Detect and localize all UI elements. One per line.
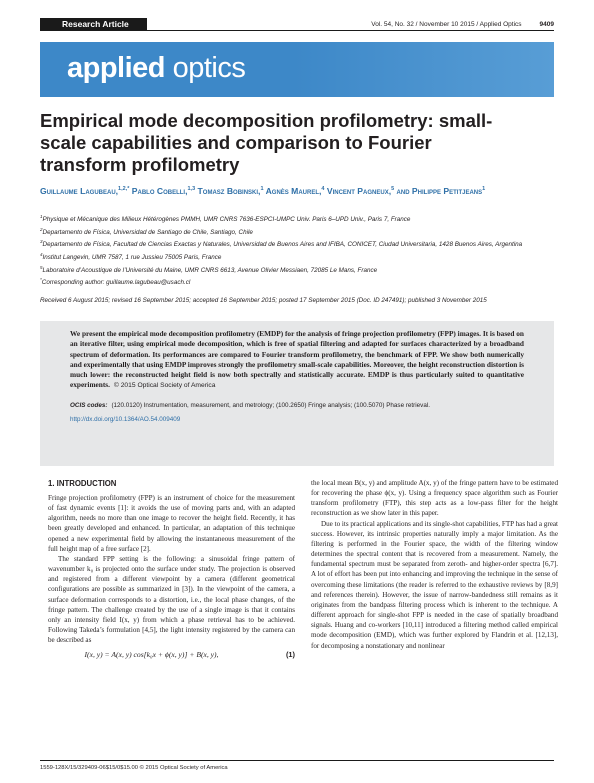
affiliation-list — [40, 212, 554, 288]
author-affiliation-mark: 1,2,* — [118, 186, 130, 192]
author-name: Agnès Maurel, — [265, 185, 322, 196]
body-column-right — [311, 478, 558, 651]
journal-citation: Vol. 54, No. 32 / November 10 2015 / Applied Optics — [371, 21, 522, 28]
abstract-text: We present the empirical mode decomposition profilometry (EMDP) for the analysis of fringe projection profilometry (FPP) images. It is based on an iterative filter, using empirical mode decomposition, which is free of spatial filtering and adapted for surfaces characterized by a broadband spectrum of deformation. Its performances are compared to Fourier transform profilometry, the benchmark of FPP. We show both numerically and experimentally that using EMDP improves strongly the profilometry small-scale capabilities. Moreover, the height reconstruction distortion is much lower: the reconstructed height field is now both spectrally and statistically accurate. EMDP is thus particularly suited to quantitative experiments. — [70, 329, 524, 390]
author-name: Guillaume Lagubeau, — [40, 185, 119, 196]
author-name: Tomasz Bobinski, — [197, 185, 261, 196]
author-affiliation-mark: 1 — [482, 186, 486, 192]
ocis-codes — [70, 401, 524, 411]
author-affiliation-mark: 1,3 — [187, 186, 196, 192]
author-name: Vincent Pagneux, — [326, 185, 392, 196]
equation-body: I(x, y) = A(x, y) cos[k₀x + ϕ(x, y)] + B(x, y), — [84, 650, 219, 660]
page-footer: 1559-128X/15/329409-06$15/0$15.00 © 2015 Optical Society of America — [40, 760, 554, 772]
logo-word-applied: applied — [67, 52, 166, 84]
abstract-box — [40, 321, 554, 466]
abstract — [70, 329, 524, 392]
author-name: Pablo Cobelli, — [131, 185, 188, 196]
page-number: 9409 — [539, 21, 554, 28]
ocis-text: (120.0120) Instrumentation, measurement, and metrology; (100.2650) Fringe analysis; (100.5070) Phase retrieval. — [111, 401, 430, 409]
affiliation-item: $^5$Laboratoire d’Acoustique de l’Université du Maine, UMR CNRS 6613, Avenue Olivier Messiaen, 72085 Le Mans, France — [40, 264, 378, 274]
body-paragraph: Due to its practical applications and its single-shot capabilities, FTP has had a great success. However, its intrinsic properties naturally imply a major limitation. As the filtering is performed in the Fourier space, the width of the filtering window determines the spectral content that is recovered from a measurement. Namely, the fundamental spectrum must be separated from zeroth- and higher-order spectra [6,7]. A lot of effort has been put into enhancing and improving the technique in the sense of overcoming these limitations (the reader is referred to the exhaustive reviews by [8,9] and references therein). However, the issue of narrow-bandedness still remains as it originates from the bandpass filtering process which is inherent to the technique. A different approach for single-shot FPP is needed in the case of spatially broadband signals. Huang and co-workers [10,11] introduced a filtering method called empirical mode decomposition (EMD), which was further explored by Flandrin et al. [12,13], for decomposing a nonstationary and nonlinear — [311, 519, 558, 650]
publication-history: Received 6 August 2015; revised 16 September 2015; accepted 16 September 2015; posted 17 September 2015 (Doc. ID 247491); published 3 November 2015 — [40, 297, 487, 304]
logo-word-optics: optics — [165, 52, 246, 84]
author-affiliation-mark: 1 — [260, 186, 264, 192]
author-list — [40, 183, 554, 197]
affiliation-item: $^1$Physique et Mécanique des Milieux Hétérogènes PMMH, UMR CNRS 7636-ESPCI-UMPC Univ. Paris 6–UPD Univ., Paris 7, France — [40, 214, 411, 224]
running-header — [40, 18, 554, 31]
equation — [48, 647, 295, 662]
section-label: Research Article — [40, 18, 147, 31]
journal-logo-band — [40, 42, 554, 97]
doi-link[interactable]: http://dx.doi.org/10.1364/AO.54.009409 — [70, 416, 181, 424]
journal-logo — [67, 53, 245, 83]
ocis-label: OCIS codes: — [70, 401, 108, 409]
affiliation-item: $^2$Departamento de Física, Universidad de Santiago de Chile, Santiago, Chile — [40, 226, 253, 236]
body-column-left — [48, 478, 295, 662]
affiliation-item: $^4$Institut Langevin, UMR 7587, 1 rue Jussieu 75005 Paris, France — [40, 252, 222, 262]
body-paragraph: the local mean B(x, y) and amplitude A(x, y) of the fringe pattern have to be estimated for recovering the phase ϕ(x, y). Using a frequency space algorithm such as Fourier transform profilometry (FTP), this step acts as a low-pass filter for the height reconstruction as we show later in this paper. — [311, 479, 558, 518]
equation-number: (1) — [285, 650, 295, 660]
article-title: Empirical mode decomposition profilometry: small-scale capabilities and comparison to Fourier transform profilometry — [40, 110, 493, 175]
body-paragraph: The standard FPP setting is the following: a sinusoidal fringe pattern of wavenumber k₀ is projected onto the surface under study. The projection is observed and registered from a different viewpoint by a camera (different geometrical configurations are possible as summarized in [3]). In the viewpoint of the camera, a surface deformation corresponds to a distortion, i.e., the local phase changes, of the fringe pattern. The challenge created by the use of a single image is that it contains only an intensity field I(x, y) from which a phase retrieval has to be achieved. Following Takeda’s formulation [4,5], the light intensity registered by the camera can be described as — [48, 554, 295, 645]
affiliation-item: $^3$Departamento de Física, Facultad de Ciencias Exactas y Naturales, Universidad de Buenos Aires and IFIBA, CONICET, Ciudad Universitaria, 1428 Buenos Aires, Argentina — [40, 239, 523, 249]
section-heading: 1. INTRODUCTION — [48, 479, 117, 488]
copyright-notice: © 2015 Optical Society of America — [113, 382, 216, 390]
author-affiliation-mark: 5 — [391, 186, 395, 192]
author-affiliation-mark: 4 — [321, 186, 325, 192]
journal-meta — [371, 19, 554, 31]
author-name: and Philippe Petitjeans — [396, 185, 483, 196]
body-paragraph: Fringe projection profilometry (FPP) is an instrument of choice for the measurement of fast dynamic events [1]: it avoids the use of moving parts and, with an adapted algorithm, needs no more than one image to recover the height field. Recently, it has been greatly developed and enhanced. In particular, an adaptation of this technique opened a new experimental field by allowing the instantaneous measurement of the full height map of a free surface [2]. — [48, 494, 295, 553]
corresponding-author: *Corresponding author: guillaume.lagubeau@usach.cl — [40, 277, 191, 287]
